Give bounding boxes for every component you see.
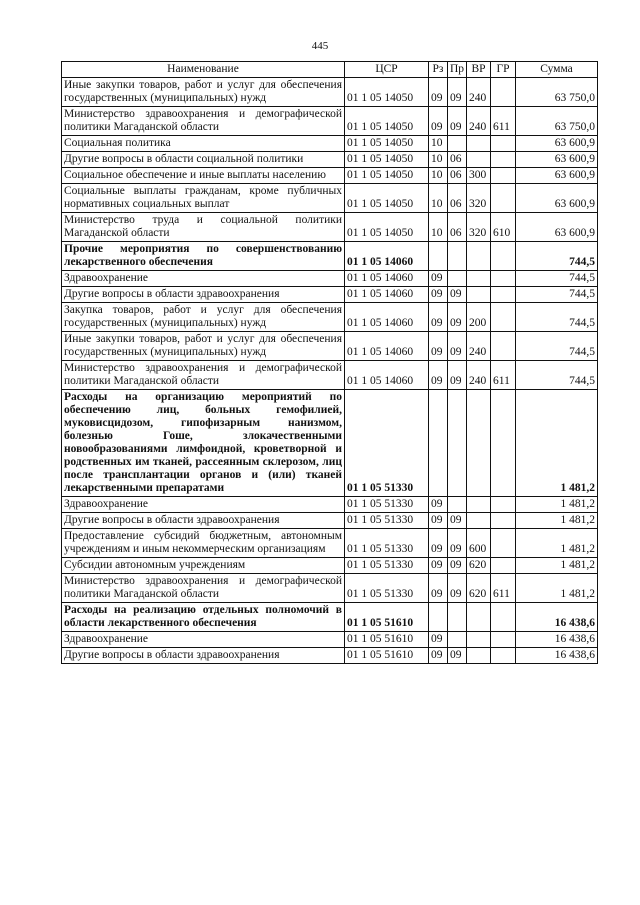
header-rz: Рз <box>429 62 448 78</box>
cell-vr <box>467 271 491 287</box>
cell-name: Социальное обеспечение и иные выплаты населению <box>62 168 345 184</box>
cell-pr: 09 <box>448 303 467 332</box>
cell-vr <box>467 242 491 271</box>
cell-rz: 09 <box>429 78 448 107</box>
cell-rz: 09 <box>429 107 448 136</box>
cell-vr: 600 <box>467 529 491 558</box>
cell-sum: 1 481,2 <box>516 390 598 497</box>
header-gr: ГР <box>491 62 516 78</box>
cell-name: Другие вопросы в области здравоохранения <box>62 513 345 529</box>
cell-vr: 320 <box>467 213 491 242</box>
cell-vr <box>467 136 491 152</box>
cell-vr: 240 <box>467 332 491 361</box>
cell-pr <box>448 497 467 513</box>
table-row <box>62 361 598 390</box>
cell-csr: 01 1 05 14050 <box>345 213 429 242</box>
cell-gr: 611 <box>491 107 516 136</box>
cell-sum: 63 600,9 <box>516 136 598 152</box>
cell-gr <box>491 497 516 513</box>
cell-gr <box>491 136 516 152</box>
cell-rz: 09 <box>429 648 448 664</box>
cell-name: Здравоохранение <box>62 497 345 513</box>
cell-gr <box>491 513 516 529</box>
cell-gr <box>491 271 516 287</box>
table-row <box>62 287 598 303</box>
cell-gr <box>491 152 516 168</box>
cell-sum: 744,5 <box>516 361 598 390</box>
cell-sum: 63 600,9 <box>516 152 598 168</box>
table-row <box>62 558 598 574</box>
cell-name: Иные закупки товаров, работ и услуг для обеспечения государственных (муниципальных) нужд <box>62 78 345 107</box>
cell-rz <box>429 242 448 271</box>
table-row <box>62 168 598 184</box>
table-row <box>62 242 598 271</box>
cell-sum: 1 481,2 <box>516 529 598 558</box>
cell-name: Социальная политика <box>62 136 345 152</box>
cell-pr: 06 <box>448 184 467 213</box>
cell-gr: 610 <box>491 213 516 242</box>
table-row <box>62 78 598 107</box>
cell-gr <box>491 390 516 497</box>
cell-csr: 01 1 05 14060 <box>345 361 429 390</box>
cell-csr: 01 1 05 14060 <box>345 271 429 287</box>
cell-name: Социальные выплаты гражданам, кроме публичных нормативных социальных выплат <box>62 184 345 213</box>
cell-rz: 09 <box>429 287 448 303</box>
cell-pr <box>448 242 467 271</box>
cell-name: Министерство здравоохранения и демографической политики Магаданской области <box>62 107 345 136</box>
table-row <box>62 529 598 558</box>
cell-gr <box>491 648 516 664</box>
cell-sum: 744,5 <box>516 271 598 287</box>
cell-gr <box>491 332 516 361</box>
header-csr: ЦСР <box>345 62 429 78</box>
cell-csr: 01 1 05 14050 <box>345 184 429 213</box>
cell-rz: 09 <box>429 332 448 361</box>
table-row <box>62 303 598 332</box>
cell-vr: 620 <box>467 574 491 603</box>
cell-vr <box>467 497 491 513</box>
cell-rz <box>429 603 448 632</box>
cell-pr: 09 <box>448 287 467 303</box>
header-name: Наименование <box>62 62 345 78</box>
table-header <box>62 62 598 78</box>
cell-pr: 09 <box>448 78 467 107</box>
cell-vr: 300 <box>467 168 491 184</box>
cell-sum: 744,5 <box>516 332 598 361</box>
cell-rz: 09 <box>429 361 448 390</box>
cell-pr <box>448 603 467 632</box>
cell-rz: 09 <box>429 513 448 529</box>
cell-gr <box>491 78 516 107</box>
cell-vr: 240 <box>467 78 491 107</box>
cell-rz: 09 <box>429 271 448 287</box>
cell-sum: 744,5 <box>516 303 598 332</box>
cell-pr: 09 <box>448 574 467 603</box>
table-row <box>62 632 598 648</box>
cell-csr: 01 1 05 14050 <box>345 168 429 184</box>
cell-pr <box>448 136 467 152</box>
table-row <box>62 390 598 497</box>
page-number: 445 <box>311 40 329 52</box>
cell-csr: 01 1 05 14060 <box>345 303 429 332</box>
cell-rz: 09 <box>429 632 448 648</box>
cell-name: Министерство здравоохранения и демографической политики Магаданской области <box>62 574 345 603</box>
cell-sum: 16 438,6 <box>516 648 598 664</box>
table-row <box>62 136 598 152</box>
table-row <box>62 513 598 529</box>
table-row <box>62 271 598 287</box>
cell-name: Министерство здравоохранения и демографической политики Магаданской области <box>62 361 345 390</box>
cell-csr: 01 1 05 51330 <box>345 529 429 558</box>
cell-csr: 01 1 05 51610 <box>345 603 429 632</box>
cell-gr <box>491 303 516 332</box>
cell-vr <box>467 648 491 664</box>
header-sum: Сумма <box>516 62 598 78</box>
cell-rz: 10 <box>429 168 448 184</box>
cell-sum: 744,5 <box>516 287 598 303</box>
cell-name: Расходы на организацию мероприятий по обеспечению лиц, больных гемофилией, муковисцидозом, гипофизарным нанизмом, болезнью Гоше, злокачественными новообразованиями лимфоидной, кроветворной и родственных им тканей, рассеянным склерозом, лиц после трансплантации органов и (или) тканей лекарственными препаратами <box>62 390 345 497</box>
table-row <box>62 574 598 603</box>
cell-vr: 240 <box>467 361 491 390</box>
cell-pr: 09 <box>448 361 467 390</box>
table-row <box>62 648 598 664</box>
cell-csr: 01 1 05 51610 <box>345 632 429 648</box>
cell-pr: 09 <box>448 648 467 664</box>
table-row <box>62 332 598 361</box>
cell-rz: 10 <box>429 152 448 168</box>
cell-rz: 09 <box>429 574 448 603</box>
cell-vr <box>467 632 491 648</box>
cell-gr <box>491 242 516 271</box>
cell-name: Предоставление субсидий бюджетным, автономным учреждениям и иным некоммерческим организациям <box>62 529 345 558</box>
budget-table <box>61 61 598 664</box>
cell-csr: 01 1 05 51330 <box>345 390 429 497</box>
cell-pr: 09 <box>448 107 467 136</box>
cell-name: Субсидии автономным учреждениям <box>62 558 345 574</box>
cell-name: Здравоохранение <box>62 271 345 287</box>
cell-sum: 63 600,9 <box>516 213 598 242</box>
cell-vr: 320 <box>467 184 491 213</box>
cell-csr: 01 1 05 51330 <box>345 574 429 603</box>
cell-gr <box>491 529 516 558</box>
cell-name: Расходы на реализацию отдельных полномочий в области лекарственного обеспечения <box>62 603 345 632</box>
cell-rz: 10 <box>429 136 448 152</box>
cell-pr: 09 <box>448 558 467 574</box>
cell-vr <box>467 603 491 632</box>
cell-gr <box>491 603 516 632</box>
cell-rz: 09 <box>429 529 448 558</box>
cell-vr: 240 <box>467 107 491 136</box>
cell-sum: 16 438,6 <box>516 632 598 648</box>
cell-vr <box>467 390 491 497</box>
table-row <box>62 603 598 632</box>
cell-sum: 1 481,2 <box>516 513 598 529</box>
cell-gr: 611 <box>491 361 516 390</box>
cell-sum: 744,5 <box>516 242 598 271</box>
table-body <box>62 78 598 664</box>
table-row <box>62 107 598 136</box>
cell-gr <box>491 168 516 184</box>
cell-gr <box>491 184 516 213</box>
table-row <box>62 152 598 168</box>
cell-csr: 01 1 05 14060 <box>345 332 429 361</box>
cell-pr <box>448 390 467 497</box>
cell-gr <box>491 558 516 574</box>
cell-vr <box>467 287 491 303</box>
cell-csr: 01 1 05 14050 <box>345 107 429 136</box>
cell-csr: 01 1 05 14050 <box>345 152 429 168</box>
cell-pr: 06 <box>448 152 467 168</box>
cell-csr: 01 1 05 51330 <box>345 558 429 574</box>
cell-csr: 01 1 05 51610 <box>345 648 429 664</box>
cell-sum: 1 481,2 <box>516 558 598 574</box>
cell-pr: 09 <box>448 529 467 558</box>
header-vr: ВР <box>467 62 491 78</box>
cell-name: Прочие мероприятия по совершенствованию лекарственного обеспечения <box>62 242 345 271</box>
cell-csr: 01 1 05 14060 <box>345 242 429 271</box>
cell-sum: 63 750,0 <box>516 78 598 107</box>
table-row <box>62 497 598 513</box>
cell-sum: 16 438,6 <box>516 603 598 632</box>
cell-name: Министерство труда и социальной политики Магаданской области <box>62 213 345 242</box>
cell-name: Другие вопросы в области здравоохранения <box>62 648 345 664</box>
cell-csr: 01 1 05 14050 <box>345 136 429 152</box>
cell-pr <box>448 632 467 648</box>
cell-name: Закупка товаров, работ и услуг для обеспечения государственных (муниципальных) нужд <box>62 303 345 332</box>
cell-pr: 06 <box>448 168 467 184</box>
cell-sum: 63 600,9 <box>516 168 598 184</box>
cell-vr <box>467 152 491 168</box>
cell-rz: 10 <box>429 213 448 242</box>
cell-rz: 09 <box>429 303 448 332</box>
cell-sum: 1 481,2 <box>516 497 598 513</box>
cell-name: Здравоохранение <box>62 632 345 648</box>
cell-csr: 01 1 05 14050 <box>345 78 429 107</box>
cell-gr: 611 <box>491 574 516 603</box>
cell-pr: 06 <box>448 213 467 242</box>
cell-name: Другие вопросы в области социальной политики <box>62 152 345 168</box>
cell-vr: 200 <box>467 303 491 332</box>
cell-vr: 620 <box>467 558 491 574</box>
cell-name: Иные закупки товаров, работ и услуг для обеспечения государственных (муниципальных) нужд <box>62 332 345 361</box>
cell-rz <box>429 390 448 497</box>
cell-csr: 01 1 05 51330 <box>345 497 429 513</box>
cell-pr: 09 <box>448 513 467 529</box>
table-row <box>62 184 598 213</box>
cell-vr <box>467 513 491 529</box>
cell-rz: 09 <box>429 497 448 513</box>
cell-rz: 10 <box>429 184 448 213</box>
cell-name: Другие вопросы в области здравоохранения <box>62 287 345 303</box>
cell-sum: 1 481,2 <box>516 574 598 603</box>
cell-rz: 09 <box>429 558 448 574</box>
cell-sum: 63 600,9 <box>516 184 598 213</box>
table-row <box>62 213 598 242</box>
cell-csr: 01 1 05 14060 <box>345 287 429 303</box>
header-pr: Пр <box>448 62 467 78</box>
cell-pr <box>448 271 467 287</box>
cell-csr: 01 1 05 51330 <box>345 513 429 529</box>
cell-gr <box>491 287 516 303</box>
cell-sum: 63 750,0 <box>516 107 598 136</box>
cell-pr: 09 <box>448 332 467 361</box>
cell-gr <box>491 632 516 648</box>
